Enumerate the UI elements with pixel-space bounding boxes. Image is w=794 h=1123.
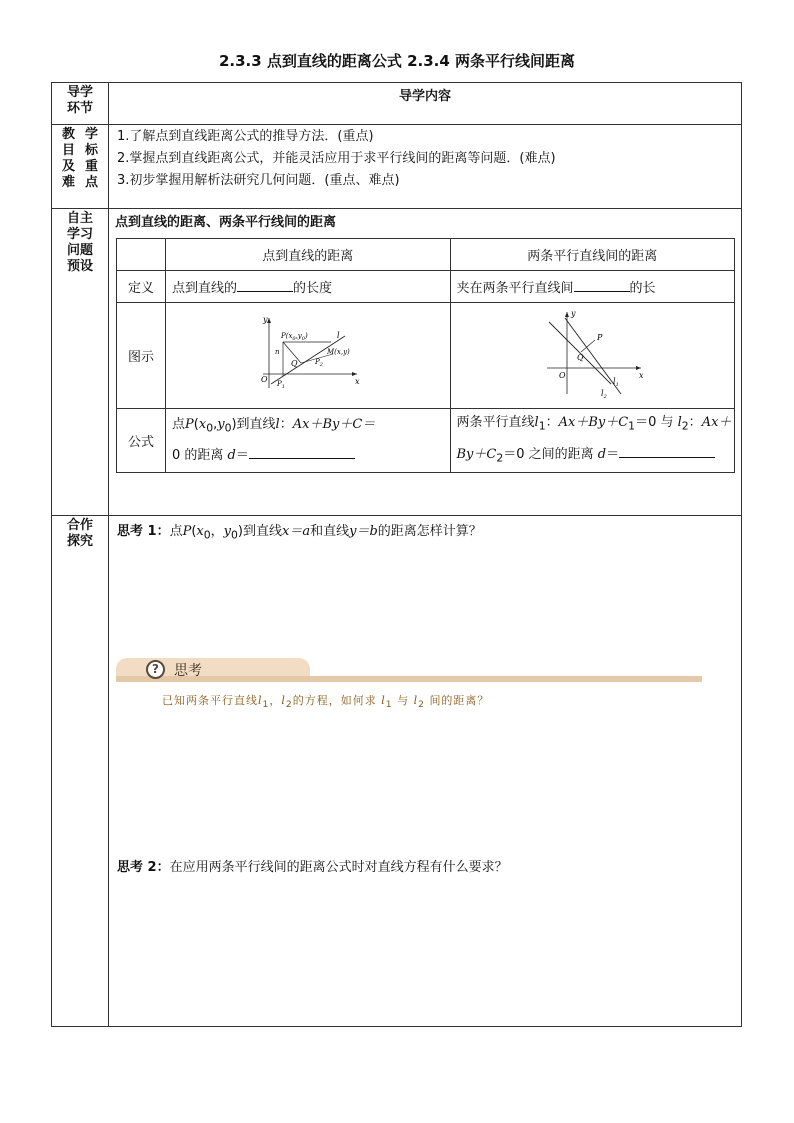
formula-text: ＝	[606, 446, 620, 462]
formula-var: l	[677, 415, 682, 430]
l1-label: $l_1$	[613, 376, 619, 388]
formula-var: Ax＋	[701, 415, 732, 430]
formula-var: Ax＋By＋C	[558, 415, 629, 430]
banner-sub: 1	[262, 698, 270, 710]
n-label: n	[274, 347, 280, 356]
l2-label: $l_2$	[601, 388, 607, 400]
fill-blank[interactable]	[619, 446, 715, 458]
banner-text-part: 间的距离？	[429, 693, 490, 707]
question-var: x＝a	[282, 524, 311, 539]
explore-label-line: 合作	[66, 518, 93, 533]
formula-var: d	[227, 448, 236, 464]
col-point-header: 点到直线的距离	[166, 239, 451, 271]
header-label-line1: 导学	[66, 85, 93, 100]
formula-text: ＝	[235, 448, 249, 464]
question-var: y＝b	[349, 524, 378, 539]
goal-item: 3.初步掌握用解析法研究几何问题．(重点、难点)	[117, 173, 400, 188]
formula-sub: 0	[206, 421, 214, 435]
formula-var: By＋C	[456, 446, 497, 462]
banner-sub: 2	[418, 698, 425, 710]
p1-label: $P_1$	[276, 379, 285, 390]
def-point-cell	[166, 271, 451, 303]
formula-var: y	[217, 416, 225, 432]
formula-sub: 0	[224, 421, 232, 435]
question-1	[109, 516, 741, 542]
section-title: 点到直线的距离、两条平行线间的距离	[115, 215, 337, 230]
question-text: 的距离怎样计算？	[377, 524, 482, 539]
formula-var: l	[534, 415, 539, 430]
explore-label-line: 探究	[66, 534, 93, 549]
formula-text: 两条平行直线	[456, 415, 535, 430]
formula-var: P	[185, 416, 194, 432]
banner-text-part: 与	[397, 693, 410, 707]
banner-sub: 2	[285, 698, 293, 710]
preview-label-line: 学习	[66, 227, 93, 242]
def-parallel-text: 夹在两条平行直线间	[456, 281, 574, 296]
formula-var: d	[597, 446, 607, 462]
banner-sub: 1	[385, 698, 393, 710]
formula-text: ＝0 之间的距离	[503, 446, 594, 462]
y-axis-label: y	[571, 308, 576, 318]
preview-content-cell	[109, 209, 742, 516]
formula-text: )到直线	[231, 416, 276, 432]
header-content-cell: 导学内容	[109, 83, 742, 125]
formula-text: 0 的距离	[172, 448, 224, 464]
point-p-label: $P(x_0,y_0)$	[280, 331, 308, 342]
formula-sub: 1	[628, 419, 636, 433]
guide-table	[51, 82, 742, 1027]
x-axis-label: x	[639, 370, 644, 380]
formula-point-cell	[166, 409, 451, 473]
banner-var: l	[381, 693, 386, 707]
explore-content-cell	[109, 516, 742, 1027]
question-text: (	[191, 524, 197, 539]
question-text: 在应用两条平行线间的距离公式时对直线方程有什么要求？	[169, 859, 508, 875]
fill-blank[interactable]	[574, 280, 630, 292]
preview-label-line: 自主	[66, 211, 93, 226]
question-text: )到直线	[237, 524, 282, 539]
question-sub: 0	[231, 528, 238, 542]
question-var: P	[182, 524, 192, 539]
banner-var: l	[413, 693, 419, 707]
formula-text: 点	[172, 416, 186, 432]
banner-text-part: 已知两条平行直线	[162, 693, 258, 707]
formula-var: Ax＋By＋C＝	[292, 416, 376, 432]
formula-text: ：	[688, 415, 702, 430]
preview-label-line: 预设	[66, 259, 93, 274]
row-def-label: 定义	[117, 271, 166, 303]
row-fig-label: 图示	[117, 303, 166, 409]
q-label: Q	[290, 358, 298, 368]
fig-point-cell	[166, 303, 451, 409]
formula-sub: 1	[538, 419, 546, 433]
comparison-table	[116, 238, 735, 473]
preview-label-cell	[52, 209, 109, 516]
banner-text-part: ，	[269, 693, 282, 707]
goals-label-line: 及 重	[62, 159, 98, 174]
question-2	[109, 852, 741, 875]
formula-text: (	[193, 416, 199, 432]
banner-title: 思考	[174, 662, 202, 679]
def-point-text: 的长度	[293, 281, 333, 296]
def-parallel-text: 的长	[629, 281, 656, 296]
fill-blank[interactable]	[237, 280, 293, 292]
explore-label-cell	[52, 516, 109, 1027]
banner-var: l	[281, 693, 286, 707]
goals-label-cell	[52, 125, 109, 209]
formula-text: ＝0 与	[635, 415, 674, 430]
x-axis-label: x	[354, 376, 360, 386]
question-text: 和直线	[310, 524, 350, 539]
formula-var: l	[275, 416, 280, 432]
q-label: Q	[577, 352, 584, 362]
formula-sub: 2	[496, 451, 504, 465]
fill-blank[interactable]	[249, 447, 355, 459]
corner-cell	[117, 239, 166, 271]
def-point-text: 点到直线的	[172, 281, 238, 296]
question-tag: 思考 2：	[117, 859, 170, 875]
formula-text: ：	[279, 416, 293, 432]
col-parallel-header: 两条平行直线间的距离	[450, 239, 735, 271]
think-banner	[116, 658, 702, 714]
question-sub: 0	[203, 528, 211, 542]
origin-label: O	[260, 374, 268, 384]
goals-label-line: 目 标	[62, 143, 98, 158]
goal-item: 2.掌握点到直线距离公式，并能灵活应用于求平行线间的距离等问题．(难点)	[117, 151, 556, 166]
point-line-distance-figure	[253, 314, 363, 394]
goals-content-cell	[109, 125, 742, 209]
formula-text: ：	[545, 415, 559, 430]
y-axis-label: y	[262, 314, 268, 324]
question-mark-icon: ?	[146, 660, 165, 679]
parallel-lines-figure	[537, 308, 647, 400]
formula-text: ,	[213, 416, 218, 432]
fig-parallel-cell	[450, 303, 735, 409]
formula-sub: 2	[681, 419, 689, 433]
question-var: x	[196, 524, 204, 539]
m-label: M(x,y)	[326, 347, 350, 356]
goals-label-line: 难 点	[62, 175, 98, 190]
banner-text-part: 的方程，如何求	[292, 693, 377, 707]
origin-label: O	[559, 370, 566, 380]
goal-item: 1.了解点到直线距离公式的推导方法．(重点)	[117, 129, 374, 144]
formula-parallel-cell	[450, 409, 735, 473]
formula-var: x	[198, 416, 207, 432]
banner-bar	[116, 676, 702, 682]
question-tag: 思考 1：	[117, 524, 170, 539]
banner-text	[162, 692, 489, 710]
question-text: 点	[169, 524, 183, 539]
preview-label-line: 问题	[66, 243, 93, 258]
line-l-label: l	[336, 330, 340, 340]
question-var: y	[223, 524, 232, 539]
question-text: ，	[210, 524, 224, 539]
header-label-cell	[52, 83, 109, 125]
header-label-line2: 环节	[66, 101, 93, 116]
point-p-label: P	[597, 332, 603, 342]
def-parallel-cell	[450, 271, 735, 303]
goals-label-line: 教 学	[62, 127, 98, 142]
page-title: 2.3.3 点到直线的距离公式 2.3.4 两条平行线间距离	[218, 52, 576, 70]
p2-label: $P_2$	[314, 357, 323, 368]
row-formula-label: 公式	[117, 409, 166, 473]
banner-var: l	[258, 693, 263, 707]
